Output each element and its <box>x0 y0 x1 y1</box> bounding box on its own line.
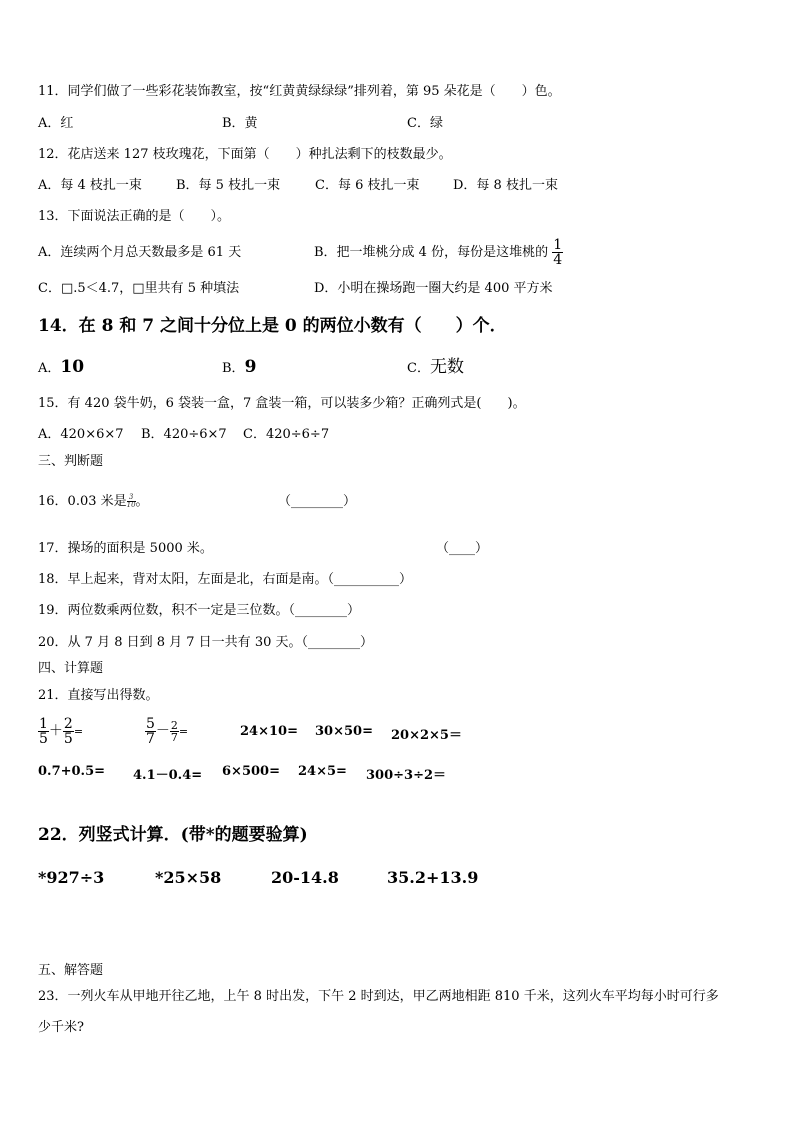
q11-option-b: B．黄 <box>222 116 258 131</box>
fraction <box>145 717 156 746</box>
q13-option-c: C．□.5＜4.7，□里共有 5 种填法 <box>38 281 240 296</box>
q14-option-b <box>222 356 256 380</box>
q15-option-c: C．420÷6÷7 <box>243 427 330 442</box>
operator: ＋ <box>48 723 63 739</box>
q22-item: 20-14.8 <box>271 868 339 887</box>
q12-option-b: B．每 5 枝扎一束 <box>176 178 281 193</box>
question-19-stem: 19．两位数乘两位数，积不一定是三位数。（________） <box>38 603 361 618</box>
question-22-stem: 22．列竖式计算．(带*的题要验算) <box>38 825 308 845</box>
q13-option-b <box>314 235 563 271</box>
fraction-numerator: 1 <box>39 715 48 732</box>
question-13-stem: 13．下面说法正确的是（ ）。 <box>38 209 231 224</box>
q14-option-b-value: 9 <box>244 357 257 377</box>
question-12-stem: 12．花店送来 127 枝玫瑰花，下面第（ ）种扎法剩下的枝数最少。 <box>38 147 452 162</box>
fraction-denominator: 10 <box>126 501 136 509</box>
fraction-numerator: 1 <box>553 237 563 253</box>
question-17-stem: 17．操场的面积是 5000 米。 <box>38 541 213 556</box>
q21-fraction-sum <box>38 712 83 751</box>
q21-item: 6×500= <box>222 764 280 779</box>
fraction-denominator: 5 <box>39 730 48 747</box>
operator: － <box>155 723 170 739</box>
q21-item: 0.7+0.5= <box>38 764 106 779</box>
section-heading-calculation: 四、计算题 <box>38 661 104 676</box>
question-14-stem: 14．在 8 和 7 之间十分位上是 0 的两位小数有（ ）个． <box>38 316 507 336</box>
question-23-line-2: 少千米? <box>38 1020 84 1035</box>
fraction <box>63 717 74 746</box>
q11-option-a: A．红 <box>38 116 74 131</box>
question-23-line-1: 23．一列火车从甲地开往乙地，上午 8 时出发，下午 2 时到达，甲乙两地相距 810 千米，这列火车平均每小时可行多 <box>38 989 719 1004</box>
q21-item: 300÷3÷2＝ <box>366 768 447 783</box>
q21-item: 24×10= <box>240 724 298 739</box>
fraction-denominator: 4 <box>553 252 563 268</box>
q12-option-c: C．每 6 枝扎一束 <box>315 178 420 193</box>
q16-fraction <box>127 494 136 509</box>
fraction-denominator: 7 <box>170 730 178 744</box>
question-11-stem: 11．同学们做了一些彩花装饰教室，按“红黄黄绿绿绿”排列着，第 95 朵花是（ ）色。 <box>38 84 561 99</box>
q22-item: *25×58 <box>155 868 222 887</box>
q14-option-a <box>38 356 84 380</box>
fraction-denominator: 5 <box>63 730 73 747</box>
q13-option-b-text: B．把一堆桃分成 4 份，每份是这堆桃的 <box>314 245 549 260</box>
q16-suffix: 。 <box>135 494 149 509</box>
fraction-numerator: 2 <box>63 715 73 732</box>
equals-sign: = <box>178 725 189 738</box>
q12-option-a: A．每 4 枝扎一束 <box>38 178 142 193</box>
q14-option-c-letter: C． <box>407 361 430 376</box>
question-21-stem: 21．直接写出得数。 <box>38 688 159 703</box>
q14-option-a-letter: A． <box>38 361 61 376</box>
q22-item: 35.2+13.9 <box>387 868 479 887</box>
fraction <box>170 720 179 743</box>
q22-item: *927÷3 <box>38 868 105 887</box>
q14-option-a-value: 10 <box>60 357 85 377</box>
question-20-stem: 20．从 7 月 8 日到 8 月 7 日一共有 30 天。（________） <box>38 635 373 650</box>
q17-answer-blank[interactable]: （____） <box>436 541 489 556</box>
equals-sign: = <box>73 725 84 738</box>
q15-option-a: A．420×6×7 <box>38 427 124 442</box>
q14-option-c-value: 无数 <box>429 357 464 377</box>
q14-option-b-letter: B． <box>222 361 245 376</box>
q14-option-c <box>407 356 464 380</box>
q13-option-d: D．小明在操场跑一圈大约是 400 平方米 <box>314 281 553 296</box>
fraction <box>38 717 49 746</box>
fraction-numerator: 2 <box>170 718 178 732</box>
q21-item: 30×50= <box>315 724 373 739</box>
question-16-stem <box>38 488 149 516</box>
fraction-denominator: 7 <box>146 730 155 747</box>
section-heading-word-problems: 五、解答题 <box>38 963 104 978</box>
q16-answer-blank[interactable]: （________） <box>278 494 357 509</box>
q21-item: 20×2×5＝ <box>391 728 462 743</box>
fraction-numerator: 5 <box>146 715 155 732</box>
section-heading-judgement: 三、判断题 <box>38 454 104 469</box>
question-15-stem: 15．有 420 袋牛奶，6 袋装一盒，7 盒装一箱，可以装多少箱？正确列式是( )。 <box>38 396 526 411</box>
q16-text: 16．0.03 米是 <box>38 494 127 509</box>
fraction-numerator: 3 <box>128 493 134 501</box>
question-18-stem: 18．早上起来，背对太阳，左面是北，右面是南。（__________） <box>38 572 413 587</box>
q13-option-a: A．连续两个月总天数最多是 61 天 <box>38 245 242 260</box>
q21-item: 24×5= <box>298 764 347 779</box>
q21-fraction-difference <box>145 712 188 751</box>
q21-item: 4.1－0.4= <box>133 768 203 783</box>
q15-option-b: B．420÷6×7 <box>141 427 227 442</box>
q12-option-d: D．每 8 枝扎一束 <box>453 178 558 193</box>
q11-option-c: C．绿 <box>407 116 443 131</box>
q13-option-b-fraction <box>552 238 563 267</box>
